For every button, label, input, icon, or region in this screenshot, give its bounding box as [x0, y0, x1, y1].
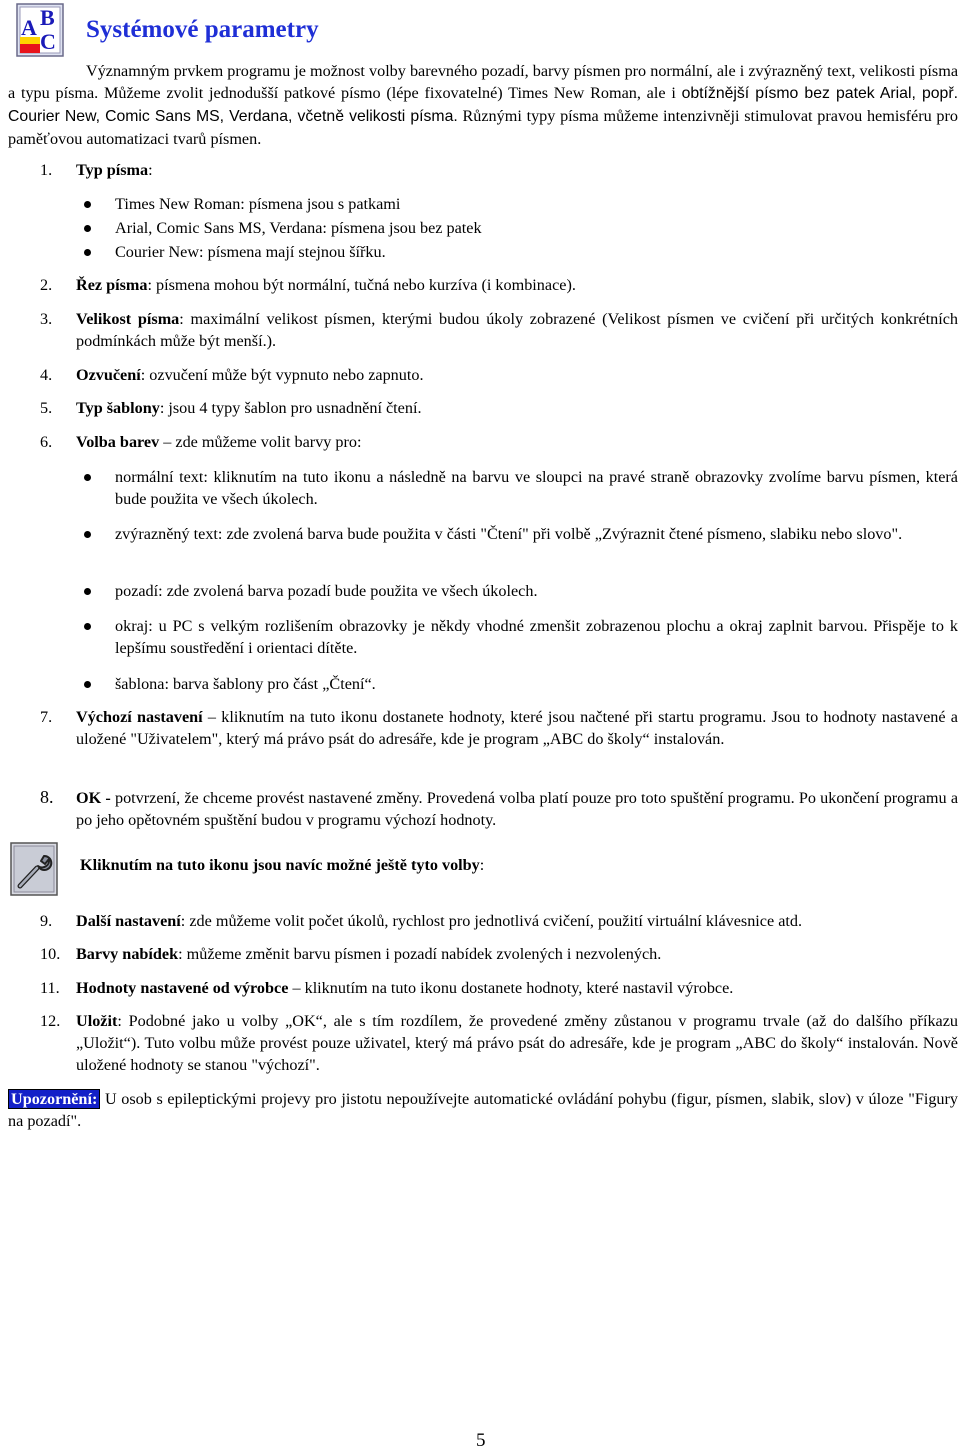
intro-paragraph: Významným prvkem programu je možnost volby barevného pozadí, barvy písmen pro normální, ale i zvýrazněný text, velikosti písma a typu písma. Můžeme zvolit jednodušší patkové písmo (lépe fixovatelné) Times New Roman, ale i obtížnější písmo bez patek Arial, popř. Courier New, Comic Sans MS, Verdana, včetně velikosti písma. Různými typy písma můžeme intenzivněji stimulovat pravou hemisféru pro paměťovou automatizaci tvarů písmen. — [8, 62, 958, 148]
abc-logo-icon[interactable] — [16, 3, 64, 57]
logo-letter-a: A — [21, 15, 37, 40]
logo-letter-c: C — [40, 29, 56, 54]
page-title: Systémové parametry — [86, 16, 319, 43]
wrench-icon[interactable] — [10, 842, 58, 896]
warning-paragraph: Upozornění: U osob s epileptickými projevy pro jistotu nepoužívejte automatické ovládání pohybu (figur, písmen, slabik, slov) v úloze "Figury na pozadí". — [8, 1090, 958, 1130]
wrench-options-heading: Kliknutím na tuto ikonu jsou navíc možné ještě tyto volby: — [80, 856, 485, 874]
warning-label: Upozornění: — [8, 1089, 100, 1109]
document-page: A B C Systémové parametry Významným prvkem programu je možnost volby barevného pozadí, barvy písmen pro normální, ale i zvýrazněný text, velikosti písma a typu písma. Můžeme zvolit jednodušší patkové písmo (lépe fixovatelné) Times New Roman, ale i obtížnější písmo bez patek Arial, popř. Courier New, Comic Sans MS, Verdana, včetně velikosti písma. Různými typy písma můžeme intenzivněji stimulovat pravou hemisféru pro paměťovou automatizaci tvarů písmen. 1. Typ písma: Times New Roman: písmena jsou s patkami Arial, Comic Sans MS, Verdana: písmena jsou bez patek Courier New: písmena mají stejnou šířku. 2. Řez písma: písmena mohou být normální, tučná nebo kurzíva (i kombinace). 3. Velikost písma: maximální velikost písmen, kterými budou úkoly zobrazené (Velikost písmen ve cvičení při určitých konkrétních podmínkách může být menší.). 4. Ozvučení: ozvučení může být vypnuto nebo zapnuto. 5. Typ šablony: jsou 4 typy šablon pro usnadnění čtení. 6. Volba barev – zde můžeme volit barvy pro: normální text: kliknutím na tuto ikonu a následně na barvu ve sloupci na pravé straně obrazovky zvolíme barvu písmen, která bude použita ve všech úkolech. zvýrazněný text: zde zvolená barva bude použita v části "Čtení" při volbě „Zvýraznit čtené písmeno, slabiku nebo slovo". pozadí: zde zvolená barva pozadí bude použita ve všech úkolech. okraj: u PC s velkým rozlišením obrazovky je někdy vhodné zmenšit zobrazenou plochu a okraj zaplnit barvou. Přispěje to k lepšímu soustředění i orientaci dítěte. šablona: barva šablony pro část „Čtení“. 7. Výchozí nastavení – kliknutím na tuto ikonu dostanete hodnoty, které jsou načtené při startu programu. Jsou to hodnoty nastavené a uložené "Uživatelem", který má právo psát do adresáře, kde je program „ABC do školy“ instalován. 8. OK - potvrzení, že chceme provést nastavené změny. Provedená volba platí pouze pro toto spuštění programu. Po ukončení programu a po jeho opětovném spuštění budou v programu výchozí hodnoty. Kliknutím na tuto ikonu jsou navíc možné ještě tyto volby: 9. Další nastavení: zde můžeme volit počet úkolů, rychlost pro jednotlivá cvičení, použití virtuální klávesnice atd. 10. Barvy nabídek: můžeme změnit barvu písmen i pozadí nabídek zvolených i nezvolených. 11. Hodnoty nastavené od výrobce – kliknutím na tuto ikonu dostanete hodnoty, které nastavil výrobce. 12. Uložit: Podobné jako u volby „OK“, ale s tím rozdílem, že provedené změny zůstanou v programu trvale (až do dalšího příkazu „Uložit“). Tuto volbu může provést pouze uživatel, který má právo psát do adresáře, kde je program „ABC do školy“ instalován. Nově uložené hodnoty se stanou "výchozí". Upozornění: U osob s epileptickými projevy pro jistotu nepoužívejte automatické ovládání pohybu (figur, písmen, slabik, slov) v úloze "Figury na pozadí". 5 — [8, 5, 959, 1451]
page-number: 5 — [476, 1430, 486, 1451]
logo-letter-b: B — [40, 5, 55, 30]
